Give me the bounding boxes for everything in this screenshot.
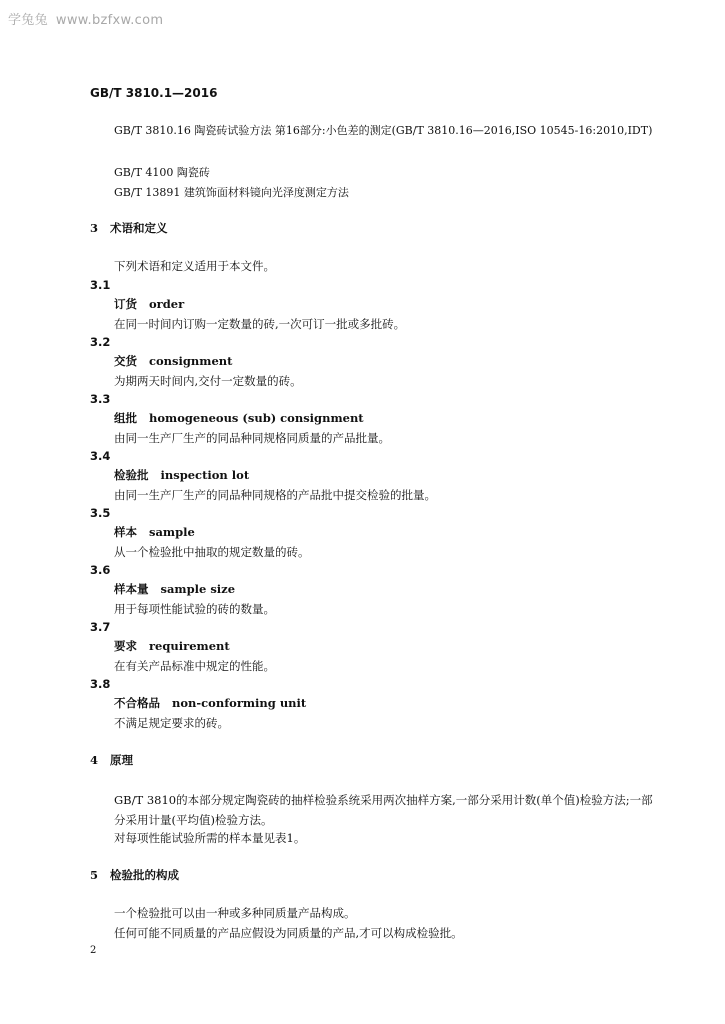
reference-item: GB/T 4100 陶瓷砖 xyxy=(114,166,210,179)
term-zh: 不合格品 xyxy=(114,696,160,710)
term-heading xyxy=(114,467,249,483)
lot-composition-paragraph: 一个检验批可以由一种或多种同质量产品构成。 xyxy=(114,906,356,920)
section-heading xyxy=(90,752,133,768)
term-heading xyxy=(114,524,195,540)
page-number: 2 xyxy=(90,945,97,956)
term-heading xyxy=(114,410,364,426)
section-heading xyxy=(90,220,168,236)
term-en: inspection lot xyxy=(160,468,250,482)
term-definition: 从一个检验批中抽取的规定数量的砖。 xyxy=(114,545,310,559)
term-en: homogeneous (sub) consignment xyxy=(149,411,364,425)
section-title: 原理 xyxy=(110,753,133,767)
section-number: 4 xyxy=(90,753,99,767)
reference-item: GB/T 13891 建筑饰面材料镜向光泽度测定方法 xyxy=(114,186,349,199)
term-number: 3.1 xyxy=(90,278,111,292)
term-number: 3.7 xyxy=(90,620,111,634)
reference-item xyxy=(90,120,662,141)
term-definition: 在有关产品标准中规定的性能。 xyxy=(114,659,275,673)
term-number: 3.4 xyxy=(90,449,111,463)
term-definition: 用于每项性能试验的砖的数量。 xyxy=(114,602,275,616)
section-title: 术语和定义 xyxy=(110,221,168,235)
term-definition: 为期两天时间内,交付一定数量的砖。 xyxy=(114,374,302,388)
term-en: sample size xyxy=(160,582,236,596)
section-number: 5 xyxy=(90,868,99,882)
term-heading xyxy=(114,581,235,597)
term-heading xyxy=(114,296,184,312)
watermark-url: www.bzfxw.com xyxy=(55,13,164,28)
watermark-site-name: 学兔兔 xyxy=(8,13,48,28)
standard-code-header: GB/T 3810.1—2016 xyxy=(90,86,218,100)
watermark xyxy=(8,9,163,28)
reference-text: GB/T 3810.16 陶瓷砖试验方法 第16部分:小色差的测定(GB/T 3810.16—2016,ISO 10545-16:2010,IDT) xyxy=(114,124,653,137)
term-en: requirement xyxy=(149,639,230,653)
term-number: 3.8 xyxy=(90,677,111,691)
lot-composition-paragraph: 任何可能不同质量的产品应假设为同质量的产品,才可以构成检验批。 xyxy=(114,926,463,940)
section-title: 检验批的构成 xyxy=(110,868,179,882)
term-number: 3.2 xyxy=(90,335,111,349)
principle-paragraph: 对每项性能试验所需的样本量见表1。 xyxy=(114,831,306,845)
term-en: consignment xyxy=(149,354,233,368)
term-number: 3.6 xyxy=(90,563,111,577)
term-zh: 组批 xyxy=(114,411,137,425)
term-number: 3.5 xyxy=(90,506,111,520)
term-en: non-conforming unit xyxy=(172,696,307,710)
paragraph-text: GB/T 3810的本部分规定陶瓷砖的抽样检验系统采用两次抽样方案,一部分采用计数(单个值)检验方法;一部分采用计量(平均值)检验方法。 xyxy=(114,793,653,827)
term-heading xyxy=(114,353,232,369)
term-definition: 在同一时间内订购一定数量的砖,一次可订一批或多批砖。 xyxy=(114,317,406,331)
term-definition: 由同一生产厂生产的同品种同规格同质量的产品批量。 xyxy=(114,431,390,445)
term-en: sample xyxy=(149,525,195,539)
term-definition: 由同一生产厂生产的同品种同规格的产品批中提交检验的批量。 xyxy=(114,488,436,502)
term-en: order xyxy=(149,297,185,311)
term-number: 3.3 xyxy=(90,392,111,406)
term-heading xyxy=(114,695,306,711)
term-definition: 不满足规定要求的砖。 xyxy=(114,716,229,730)
term-zh: 样本 xyxy=(114,525,137,539)
term-zh: 要求 xyxy=(114,639,137,653)
section-heading xyxy=(90,867,179,883)
term-heading xyxy=(114,638,230,654)
term-zh: 交货 xyxy=(114,354,137,368)
section-number: 3 xyxy=(90,221,99,235)
term-zh: 订货 xyxy=(114,297,137,311)
section-intro: 下列术语和定义适用于本文件。 xyxy=(114,259,275,273)
term-zh: 检验批 xyxy=(114,468,149,482)
principle-paragraph xyxy=(90,790,658,830)
term-zh: 样本量 xyxy=(114,582,149,596)
